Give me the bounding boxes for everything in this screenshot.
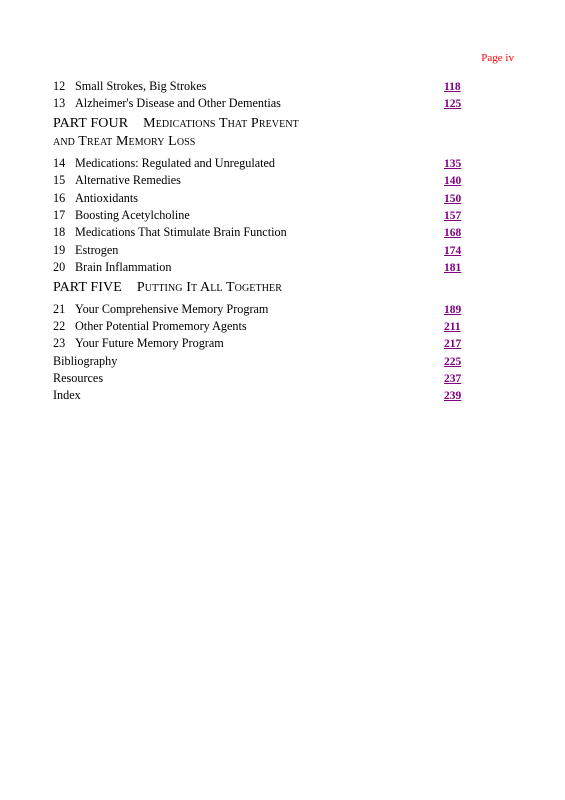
toc-entry-chapter-12 [53,78,463,95]
page-link-181[interactable]: 181 [444,262,462,275]
chapter-number: 21 [53,301,66,316]
part-four-label: PART FOUR [53,115,129,131]
toc-entry-chapter-20 [53,259,463,276]
part-five-heading [53,279,463,297]
toc-entry-chapter-21 [53,301,463,318]
page-link-217[interactable]: 217 [444,338,462,351]
chapter-title: Your Comprehensive Memory Program [75,301,269,316]
part-five-title: Putting It All Together [136,279,283,295]
chapter-number: 23 [53,336,66,351]
chapter-title: Brain Inflammation [75,260,172,275]
chapter-title: Alzheimer's Disease and Other Dementias [75,96,281,111]
chapter-number: 13 [53,96,66,111]
page-link-150[interactable]: 150 [444,192,462,205]
chapter-number: 19 [53,242,66,257]
chapter-number: 14 [53,155,66,170]
page-link-225[interactable]: 225 [444,355,462,368]
page-link-168[interactable]: 168 [444,227,462,240]
part-four-title-line2: and Treat Memory Loss [53,133,196,149]
chapter-title: Medications: Regulated and Unregulated [75,155,276,170]
toc-entry-chapter-16 [53,190,463,207]
part-four-title-line1: Medications That Prevent [143,115,299,131]
page-link-125[interactable]: 125 [444,98,462,111]
chapter-number: 16 [53,190,66,205]
page-link-211[interactable]: 211 [444,320,461,333]
page-number-label: Page iv [481,52,514,64]
toc-entry-chapter-17 [53,207,463,224]
page-link-174[interactable]: 174 [444,244,462,257]
page-link-189[interactable]: 189 [444,303,462,316]
page-link-118[interactable]: 118 [444,81,461,93]
toc-entry-chapter-14 [53,155,463,172]
chapter-title: Antioxidants [75,190,138,205]
page-link-140[interactable]: 140 [444,175,462,188]
page-link-135[interactable]: 135 [444,157,462,170]
chapter-title: Other Potential Promemory Agents [75,318,247,333]
toc-entry-chapter-15 [53,172,463,189]
table-of-contents [53,78,463,405]
part-four-heading [53,115,463,151]
chapter-title: Alternative Remedies [75,173,181,188]
toc-entry-resources [53,370,463,387]
toc-entry-chapter-19 [53,242,463,259]
chapter-number: 22 [53,318,66,333]
part-five-label: PART FIVE [53,279,122,295]
toc-entry-chapter-23 [53,335,463,352]
toc-entry-chapter-22 [53,318,463,335]
page-link-239[interactable]: 239 [444,390,462,403]
chapter-title: Your Future Memory Program [75,336,224,351]
chapter-title: Estrogen [75,242,119,257]
chapter-number: 20 [53,260,66,275]
back-matter-title: Bibliography [53,353,118,368]
toc-entry-bibliography [53,353,463,370]
chapter-title: Boosting Acetylcholine [75,207,190,222]
page-link-157[interactable]: 157 [444,209,462,222]
chapter-title: Small Strokes, Big Strokes [75,79,207,93]
chapter-number: 17 [53,207,66,222]
chapter-number: 18 [53,225,66,240]
chapter-number: 15 [53,173,66,188]
chapter-title: Medications That Stimulate Brain Function [75,225,287,240]
page-link-237[interactable]: 237 [444,373,462,386]
toc-entry-index [53,387,463,404]
back-matter-title: Index [53,388,81,403]
toc-entry-chapter-13 [53,95,463,112]
back-matter-title: Resources [53,371,104,386]
toc-entry-chapter-18 [53,224,463,241]
chapter-number: 12 [53,79,66,93]
